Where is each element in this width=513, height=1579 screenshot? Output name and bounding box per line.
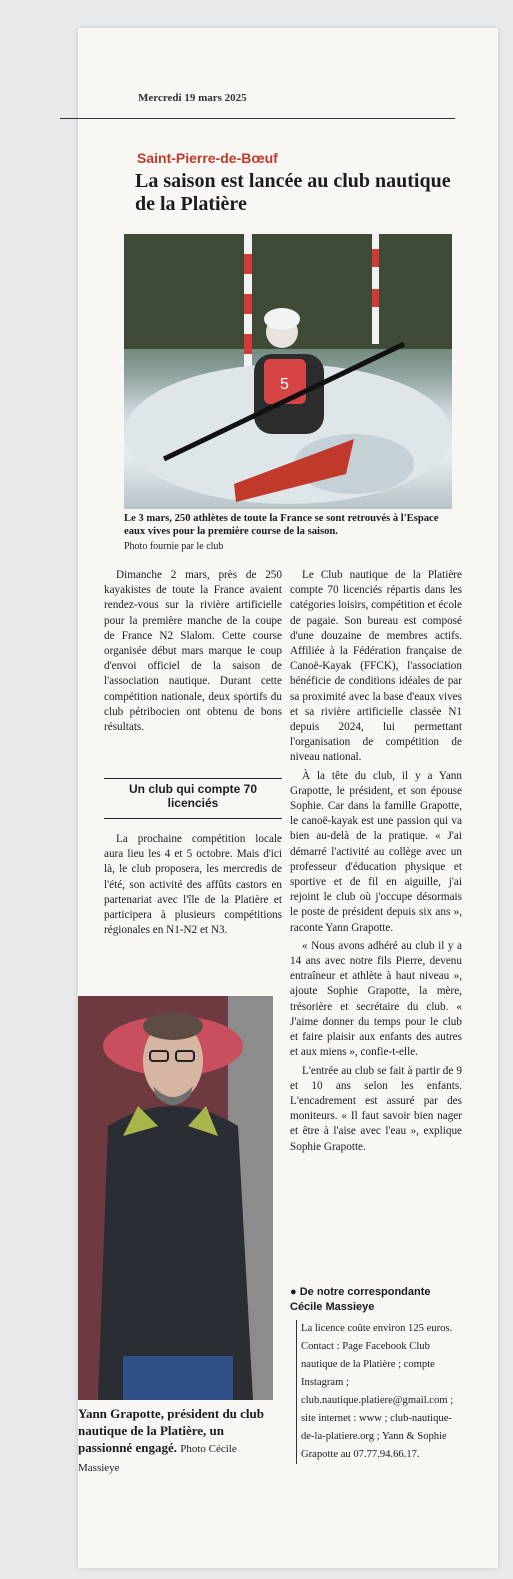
portrait-credit: Photo Cécile Massieye bbox=[78, 1443, 237, 1474]
bib-number: 5 bbox=[280, 376, 289, 393]
article-kicker: Saint-Pierre-de-Bœuf bbox=[137, 150, 278, 166]
article-column-2 bbox=[290, 568, 462, 1158]
paragraph: « Nous avons adhéré au club il y a 14 ans avec notre fils Pierre, devenu entraîneur et athlète à haut niveau », ajoute Sophie Grapotte, la mère, trésorière et secrétaire du club. « J'aime donner du temps pour le club et faire plaisir aux enfants des autres et aux miens », confie-t-elle. bbox=[290, 939, 462, 1059]
article-column-1-continued bbox=[104, 832, 282, 941]
portrait-caption-text: Yann Grapotte, président du club nautique de la Platière, un passionné engagé. bbox=[78, 1406, 264, 1455]
subhead-rule-top bbox=[104, 778, 282, 779]
article-column-1 bbox=[104, 568, 282, 738]
subhead-rule-bottom bbox=[104, 818, 282, 819]
portrait-caption bbox=[78, 1405, 278, 1477]
paragraph: Le Club nautique de la Platière compte 70 licenciés répartis dans les catégories loisirs, compétition et école de pagaie. Son bureau est composé d'une douzaine de membres actifs. Affiliée à la Fédération française de Canoë-Kayak (FFCK), l'association bénéficie de conditions idéales de par sa proximité avec la base d'eaux vives et sa rivière artificielle classée N1 depuis 2024, lui permettant l'organisation de compétition de niveau national. bbox=[290, 569, 462, 764]
paragraph: L'entrée au club se fait à partir de 9 et 10 ans selon les enfants. L'encadrement est assuré par des moniteurs. « Il faut savoir bien nager et être à l'aise avec l'eau », explique Sophie Grapotte. bbox=[290, 1064, 462, 1153]
paragraph: Dimanche 2 mars, près de 250 kayakistes de toute la France avaient rendez-vous sur la rivière artificielle pour la première manche de la coupe de France N2 Slalom. Cette course organisée début mars marque le coup d'envoi officiel de la saison de l'association nautique. Durant cette compétition nationale, deux sportifs du club pétribocien ont obtenu de bons résultats. bbox=[104, 569, 282, 734]
signoff-line: ● De notre correspondante bbox=[290, 1286, 431, 1298]
publication-date: Mercredi 19 mars 2025 bbox=[138, 92, 247, 104]
paragraph: À la tête du club, il y a Yann Grapotte, le président, et son épouse Sophie. Car dans la famille Grapotte, le canoë-kayak est une passion qui va bien au-delà de la pratique. « J'ai démarré l'activité au collège avec un professeur d'éducation physique et sportive et de fil en aiguille, j'ai rejoint le club où j'occupe désormais le poste de président depuis six ans », raconte Yann Grapotte. bbox=[290, 769, 462, 934]
date-rule bbox=[60, 118, 455, 119]
kayak-photo-illustration bbox=[124, 234, 452, 509]
photo-credit: Photo fournie par le club bbox=[124, 541, 224, 552]
info-box: La licence coûte environ 125 euros. Contact : Page Facebook Club nautique de la Platière ; compte Instagram ; club.nautique.platiere@gmail.com ; site internet : www ; club-nautique-de-la-platiere.org ; Yann & Sophie Grapotte au 07.77.94.66.17. bbox=[296, 1320, 465, 1464]
paragraph: La prochaine compétition locale aura lieu les 4 et 5 octobre. Mais d'ici là, le club proposera, les mercredis de l'été, son activité des affûts castors en partenariat avec l'île de la Platière et participera à plusieurs compétitions régionales en N1-N2 et N3. bbox=[104, 833, 282, 937]
portrait-photo-illustration bbox=[78, 996, 273, 1400]
article-subhead: Un club qui compte 70 licenciés bbox=[128, 782, 257, 810]
kayak-photo bbox=[124, 234, 452, 509]
photo-caption: Le 3 mars, 250 athlètes de toute la France se sont retrouvés à l'Espace eaux vives pour la première course de la saison. bbox=[124, 513, 439, 537]
portrait-photo bbox=[78, 996, 273, 1400]
author-name: Cécile Massieye bbox=[290, 1301, 375, 1313]
article-headline: La saison est lancée au club nautique de la Platière bbox=[135, 170, 451, 215]
author-signoff bbox=[290, 1285, 431, 1315]
